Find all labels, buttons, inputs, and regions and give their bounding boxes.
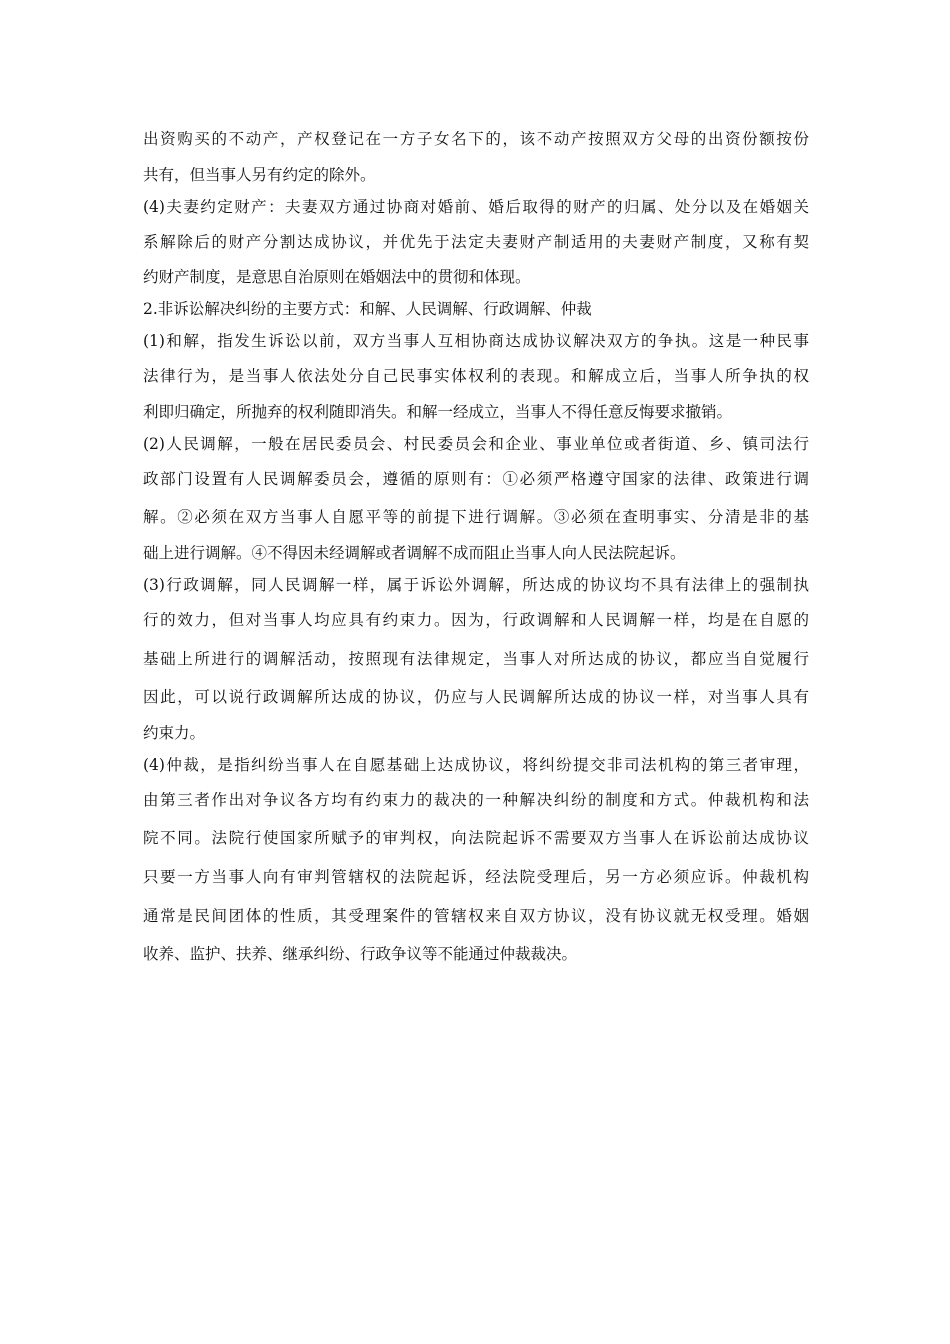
document-body: [143, 120, 809, 974]
text-line: 院不同。法院行使国家所赋予的审判权，向法院起诉不需要双方当事人在诉讼前达成协议: [143, 829, 809, 848]
text-line: (4)夫妻约定财产：夫妻双方通过协商对婚前、婚后取得的财产的归属、处分以及在婚姻关: [143, 197, 809, 216]
text-line: 行的效力，但对当事人均应具有约束力。因为，行政调解和人民调解一样，均是在自愿的: [143, 610, 809, 629]
text-line: 利即归确定，所抛弃的权利随即消失。和解一经成立，当事人不得任意反悔要求撤销。: [143, 402, 733, 421]
text-line: 共有，但当事人另有约定的除外。: [143, 165, 376, 184]
text-line: (4)仲裁，是指纠纷当事人在自愿基础上达成协议，将纠纷提交非司法机构的第三者审理，: [143, 755, 809, 774]
text-line: 础上进行调解。④不得因未经调解或者调解不成而阻止当事人向人民法院起诉。: [143, 543, 686, 562]
text-line: 出资购买的不动产，产权登记在一方子女名下的，该不动产按照双方父母的出资份额按份: [143, 130, 809, 148]
text-line: 基础上所进行的调解活动，按照现有法律规定，当事人对所达成的协议，都应当自觉履行: [143, 649, 809, 668]
text-line: 收养、监护、扶养、继承纠纷、行政争议等不能通过仲裁裁决。: [143, 945, 578, 964]
text-line: (2)人民调解，一般在居民委员会、村民委员会和企业、事业单位或者街道、乡、镇司法行: [143, 434, 809, 453]
text-line: 因此，可以说行政调解所达成的协议，仍应与人民调解所达成的协议一样，对当事人具有: [143, 688, 809, 707]
text-line: 只要一方当事人向有审判管辖权的法院起诉，经法院受理后，另一方必须应诉。仲裁机构: [143, 867, 809, 886]
text-line: (1)和解，指发生诉讼以前，双方当事人互相协商达成协议解决双方的争执。这是一种民事: [143, 332, 809, 351]
text-line: 2.非诉讼解决纠纷的主要方式：和解、人民调解、行政调解、仲裁: [143, 300, 592, 319]
text-line: 法律行为，是当事人依法处分自己民事实体权利的表现。和解成立后，当事人所争执的权: [143, 367, 809, 386]
text-line: 解。②必须在双方当事人自愿平等的前提下进行调解。③必须在查明事实、分清是非的基: [143, 508, 809, 527]
text-line: 通常是民间团体的性质，其受理案件的管辖权来自双方协议，没有协议就无权受理。婚姻: [143, 906, 809, 925]
text-line: 由第三者作出对争议各方均有约束力的裁决的一种解决纠纷的制度和方式。仲裁机构和法: [143, 790, 809, 809]
text-line: 系解除后的财产分割达成协议，并优先于法定夫妻财产制适用的夫妻财产制度，又称有契: [143, 232, 809, 251]
text-line: (3)行政调解，同人民调解一样，属于诉讼外调解，所达成的协议均不具有法律上的强制执: [143, 575, 809, 594]
text-line: 政部门设置有人民调解委员会，遵循的原则有：①必须严格遵守国家的法律、政策进行调: [143, 469, 809, 488]
text-line: 约财产制度，是意思自治原则在婚姻法中的贯彻和体现。: [143, 268, 531, 287]
text-line: 约束力。: [143, 723, 206, 742]
